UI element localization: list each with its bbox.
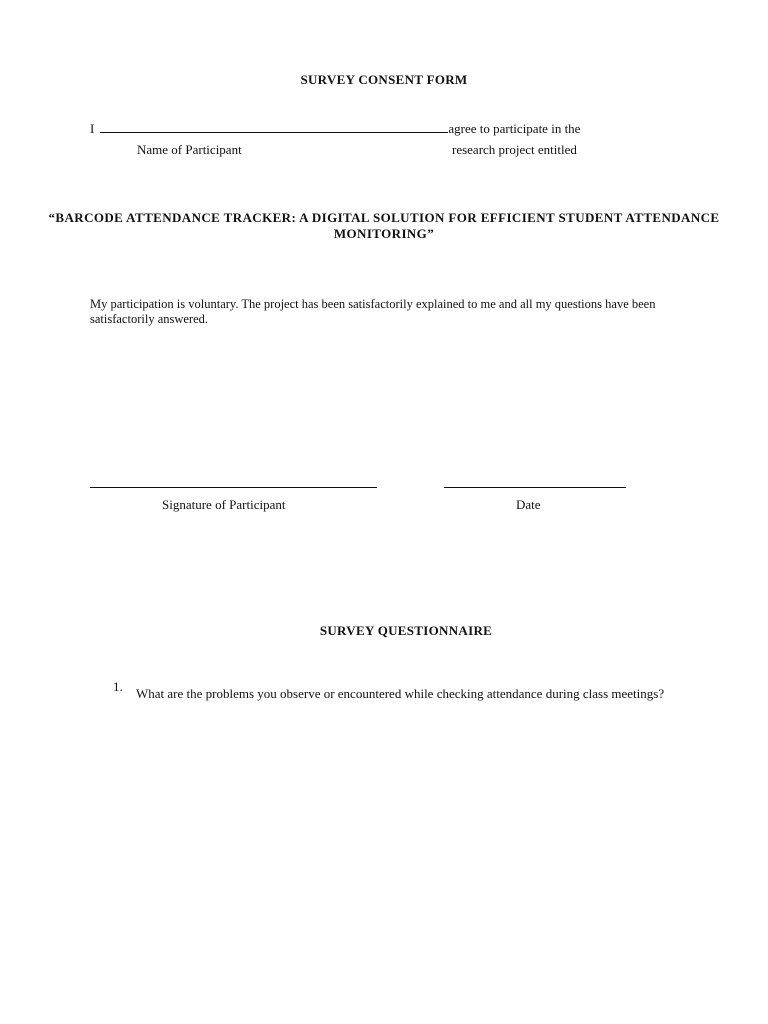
consent-suffix: agree to participate in the (448, 121, 581, 136)
question-number: 1. (113, 679, 123, 694)
signature-line[interactable] (90, 487, 377, 488)
consent-prefix: I (90, 121, 95, 136)
participant-name-label: Name of Participant (137, 142, 242, 157)
date-label: Date (516, 497, 541, 512)
project-title: “BARCODE ATTENDANCE TRACKER: A DIGITAL SOLUTION FOR EFFICIENT STUDENT ATTENDANCE MONITORING” (48, 210, 720, 241)
research-project-label: research project entitled (452, 142, 577, 157)
participant-name-blank[interactable] (100, 119, 448, 133)
form-title: SURVEY CONSENT FORM (300, 72, 468, 87)
voluntary-statement: My participation is voluntary. The project has been satisfactorily explained to me and all my questions have been satisfactorily answered. (90, 297, 656, 326)
question-text: What are the problems you observe or encountered while checking attendance during class meetings? (136, 686, 665, 701)
date-line[interactable] (444, 487, 626, 488)
signature-label: Signature of Participant (162, 497, 286, 512)
questionnaire-title: SURVEY QUESTIONNAIRE (319, 623, 493, 638)
consent-statement-line (90, 119, 580, 137)
